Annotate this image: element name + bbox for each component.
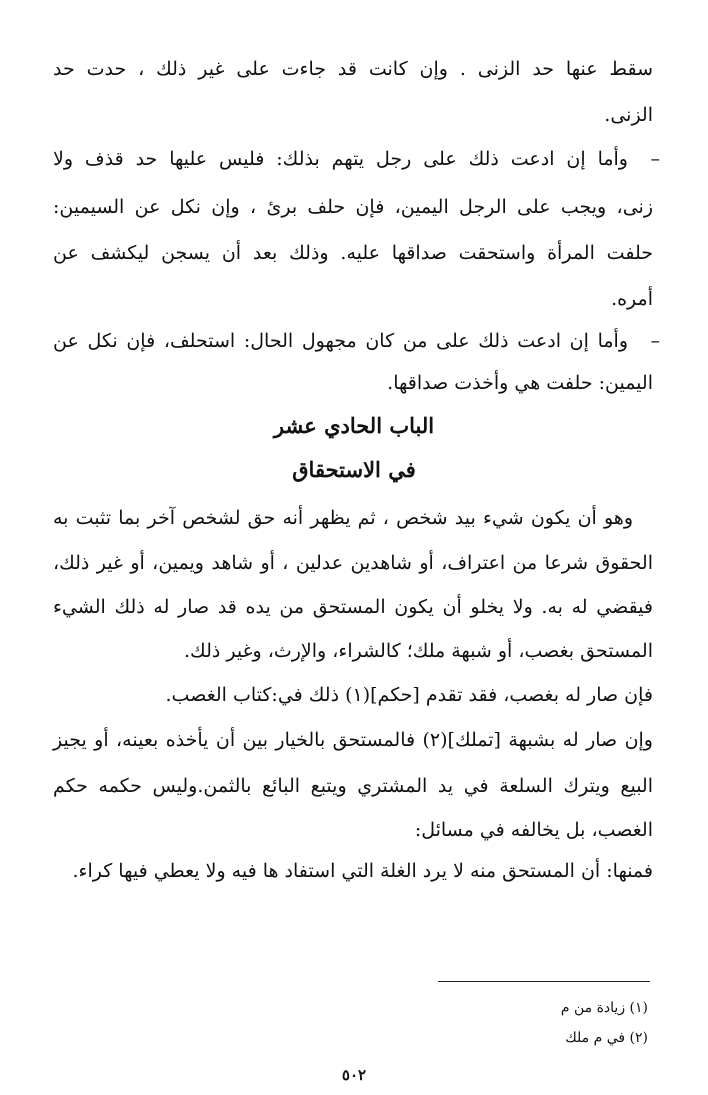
section-line-1: وهو أن يكون شيء بيد شخص ، ثم يظهر أنه حق لشخص آخر بما تثبت به bbox=[53, 507, 633, 529]
page-number: ٥٠٢ bbox=[341, 1066, 367, 1084]
section-line-6: وإن صار له بشبهة [تملك](٢) فالمستحق بالخيار بين أن يأخذه بعينه، أو يجيز bbox=[53, 729, 653, 751]
section-line-9: فمنها: أن المستحق منه لا يرد الغلة التي استفاد ها فيه ولا يعطي فيها كراء. bbox=[72, 860, 653, 882]
footnote-2: (٢) في م ملك bbox=[565, 1030, 648, 1046]
chapter-subtitle: في الاستحقاق bbox=[292, 457, 416, 482]
chapter-title: الباب الحادي عشر bbox=[273, 413, 435, 438]
footnote-1: (١) زيادة من م bbox=[560, 1000, 648, 1016]
bullet-marker-2: – bbox=[650, 330, 660, 352]
body-line-1: سقط عنها حد الزنى . وإن كانت قد جاءت على غير ذلك ، حدت حد bbox=[53, 58, 653, 80]
body-line-6: أمره. bbox=[611, 288, 653, 310]
body-line-3: وأما إن ادعت ذلك على رجل يتهم بذلك: فليس عليها حد قذف ولا bbox=[53, 148, 628, 170]
section-line-2: الحقوق شرعا من اعتراف، أو شاهدين عدلين ، أو شاهد ويمين، أو غير ذلك، bbox=[53, 552, 653, 574]
body-line-5: حلفت المرأة واستحقت صداقها عليه. وذلك بعد أن يسجن ليكشف عن bbox=[53, 242, 653, 264]
section-line-3: فيقضي له به. ولا يخلو أن يكون المستحق من يده قد صار له ذلك الشيء bbox=[53, 596, 653, 618]
section-line-8: الغصب، بل يخالفه في مسائل: bbox=[414, 819, 653, 841]
body-line-8: اليمين: حلفت هي وأخذت صداقها. bbox=[387, 372, 653, 394]
footnote-divider bbox=[438, 981, 650, 982]
section-line-5: فإن صار له بغصب، فقد تقدم [حكم](١) ذلك في:كتاب الغصب. bbox=[165, 684, 653, 706]
section-line-7: البيع ويترك السلعة في يد المشتري ويتبع البائع بالثمن.وليس حكمه حكم bbox=[53, 775, 653, 797]
body-line-4: زنى، ويجب على الرجل اليمين، فإن حلف برئ ، وإن نكل عن السيمين: bbox=[53, 196, 653, 218]
body-line-7: وأما إن ادعت ذلك على من كان مجهول الحال: استحلف، فإن نكل عن bbox=[53, 330, 628, 352]
body-line-2: الزنى. bbox=[604, 104, 653, 126]
bullet-marker-1: – bbox=[650, 148, 660, 170]
section-line-4: المستحق بغصب، أو شبهة ملك؛ كالشراء، والإرث، وغير ذلك. bbox=[184, 640, 653, 662]
